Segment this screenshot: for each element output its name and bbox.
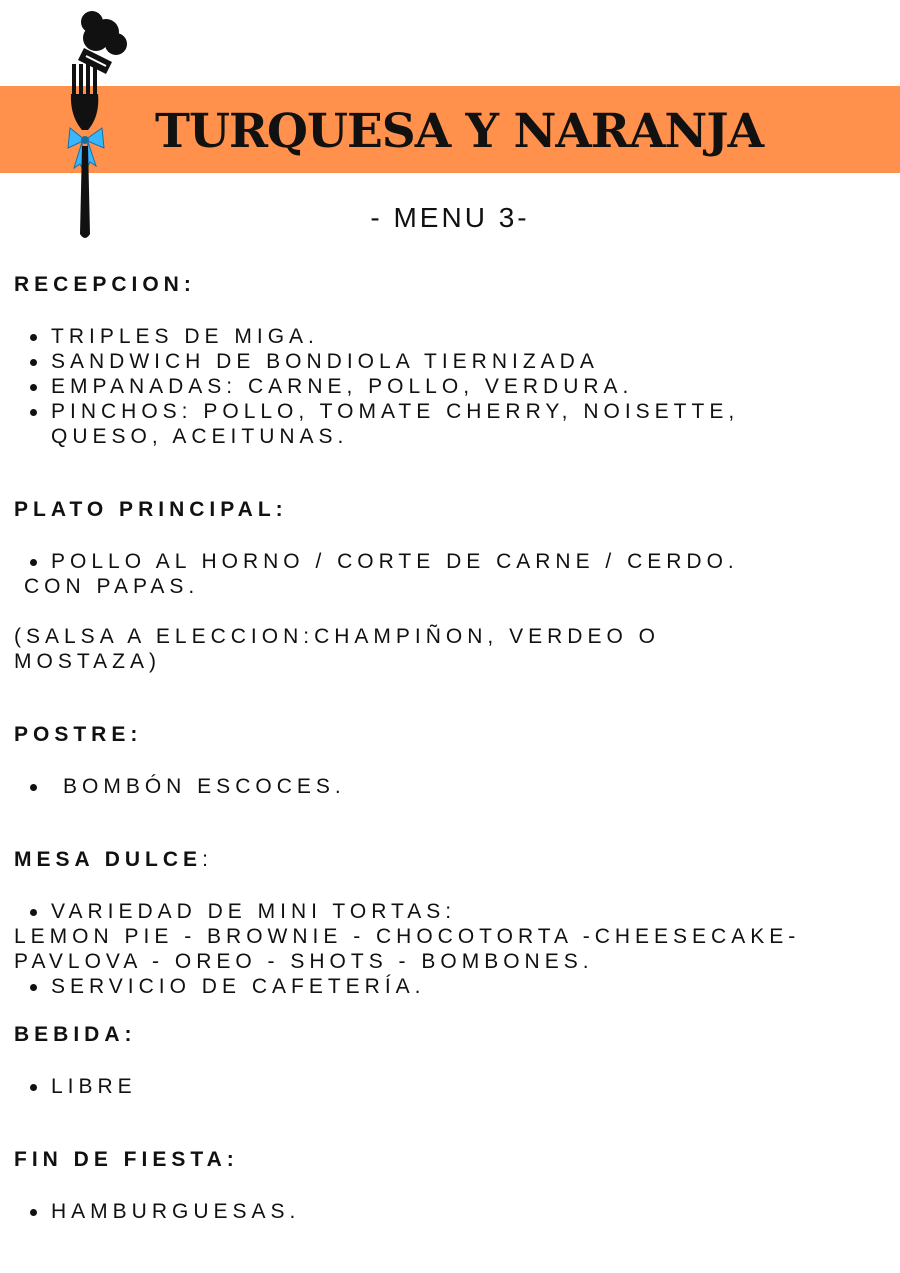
- section-heading-postre: POSTRE:: [14, 723, 143, 746]
- section-heading-mesa-dulce: [14, 847, 213, 873]
- section-heading-colon: :: [202, 848, 213, 871]
- list-item-continued: CON PAPAS.: [24, 575, 200, 598]
- sauce-note: (SALSA A ELECCION:CHAMPIÑON, VERDEO O: [14, 625, 660, 648]
- bullet-icon: [30, 1209, 37, 1216]
- page-title: TURQUESA Y NARANJA: [155, 104, 764, 159]
- menu-number: - MENU 3-: [370, 202, 530, 233]
- chef-hat-icon: [78, 11, 127, 74]
- section-heading-fin-de-fiesta: FIN DE FIESTA:: [14, 1148, 239, 1171]
- bullet-icon: [30, 909, 37, 916]
- bullet-icon: [30, 984, 37, 991]
- bullet-icon: [30, 384, 37, 391]
- dessert-list-line: LEMON PIE - BROWNIE - CHOCOTORTA -CHEESECAKE-: [14, 925, 801, 948]
- section-heading-recepcion: RECEPCION:: [14, 273, 196, 296]
- bullet-icon: [30, 409, 37, 416]
- bullet-icon: [30, 334, 37, 341]
- list-item: TRIPLES DE MIGA.: [51, 325, 319, 348]
- bullet-icon: [30, 1084, 37, 1091]
- list-item: PINCHOS: POLLO, TOMATE CHERRY, NOISETTE,: [51, 400, 740, 423]
- list-item: EMPANADAS: CARNE, POLLO, VERDURA.: [51, 375, 634, 398]
- list-item: POLLO AL HORNO / CORTE DE CARNE / CERDO.: [51, 550, 739, 573]
- list-item-continued: QUESO, ACEITUNAS.: [51, 425, 349, 448]
- list-item: BOMBÓN ESCOCES.: [63, 775, 346, 798]
- dessert-list-line: PAVLOVA - OREO - SHOTS - BOMBONES.: [14, 950, 594, 973]
- bullet-icon: [30, 559, 37, 566]
- section-heading-bebida: BEBIDA:: [14, 1023, 137, 1046]
- sauce-note-continued: MOSTAZA): [14, 650, 161, 673]
- bullet-icon: [30, 359, 37, 366]
- list-item: SANDWICH DE BONDIOLA TIERNIZADA: [51, 350, 599, 373]
- list-item: LIBRE: [51, 1075, 137, 1098]
- list-item: HAMBURGUESAS.: [51, 1200, 301, 1223]
- list-item: VARIEDAD DE MINI TORTAS:: [51, 900, 457, 923]
- list-item: SERVICIO DE CAFETERÍA.: [51, 975, 426, 998]
- bullet-icon: [30, 784, 37, 791]
- section-heading-plato-principal: PLATO PRINCIPAL:: [14, 498, 288, 521]
- section-heading-label: MESA DULCE: [14, 848, 203, 871]
